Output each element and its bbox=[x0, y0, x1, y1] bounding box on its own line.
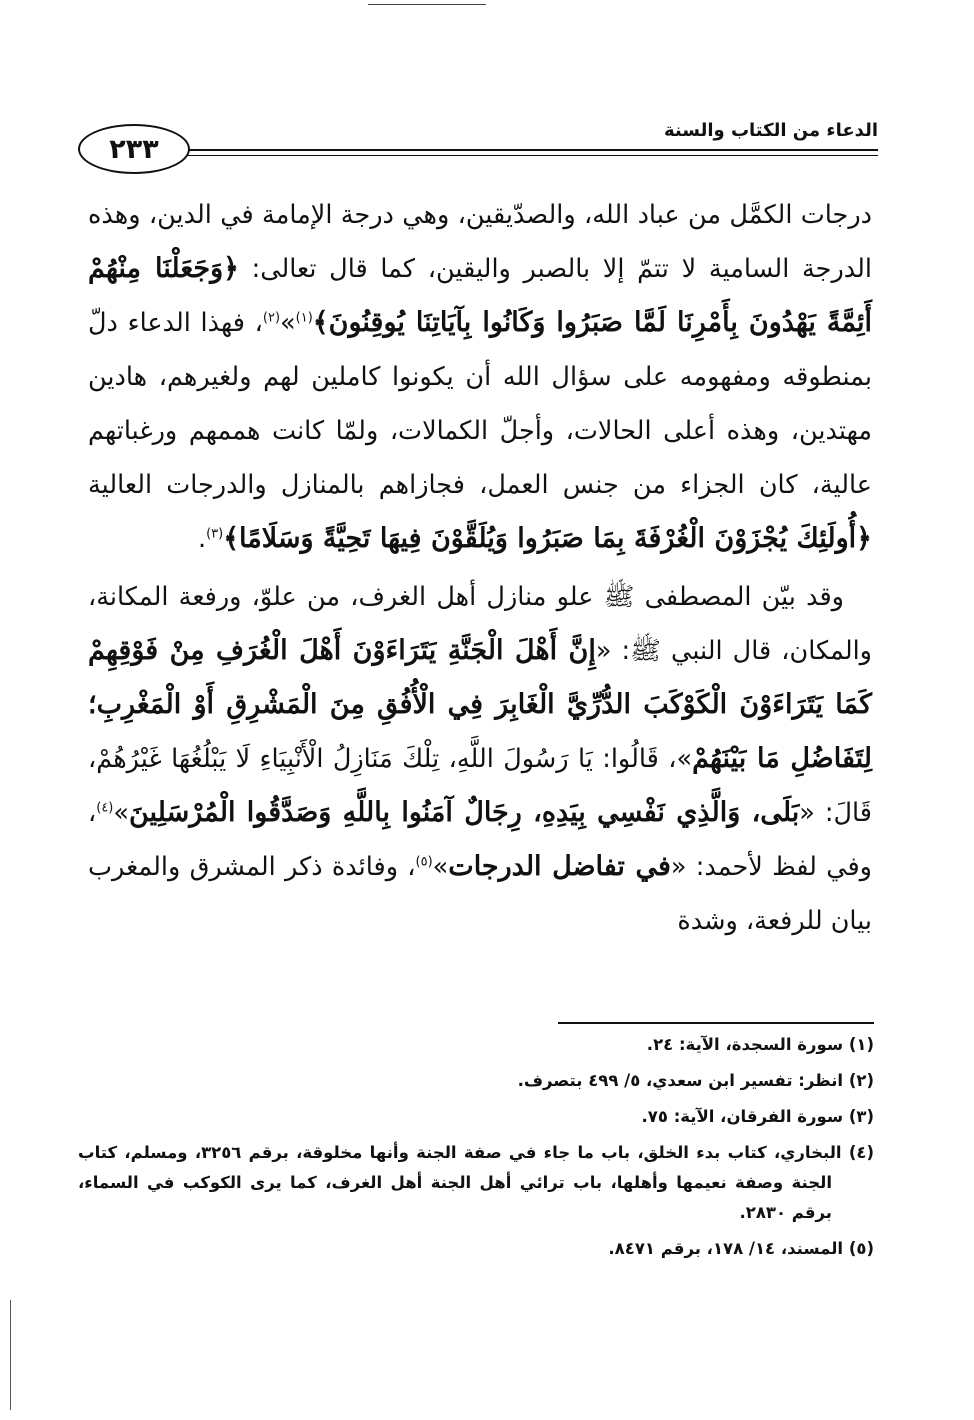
footnotes bbox=[78, 1030, 874, 1270]
footnote-1: (١) سورة السجدة، الآية: ٢٤. bbox=[646, 1035, 874, 1054]
scan-edge-mark bbox=[10, 1300, 11, 1410]
text-run: »، قَالُوا: يَا رَسُولَ اللَّهِ، تِلْكَ مَنَازِلُ الْأَنْبِيَاءِ لَا يَبْلُغُهَا غَيْرُهُمْ، قَالَ: « bbox=[88, 744, 872, 828]
quran-verse: ﴿وَجَعَلْنَا مِنْهُمْ أَئِمَّةً يَهْدُونَ بِأَمْرِنَا لَمَّا صَبَرُوا وَكَانُوا بِآيَاتِنَا يُوقِنُونَ﴾ bbox=[88, 253, 872, 338]
text-run: درجات الكمَّل من عباد الله، والصدّيقين، وهي درجة الإمامة في الدين، وهذه الدرجة السامية لا تتمّ إلا بالصبر واليقين، كما قال تعالى: bbox=[88, 200, 872, 284]
text-run: وقد بيّن المصطفى ﷺ علو منازل أهل الغرف، من علوّ، ورفعة المكانة، والمكان، قال النبي ﷺ: « bbox=[88, 582, 872, 666]
paragraph-2 bbox=[88, 570, 872, 948]
main-text bbox=[88, 188, 872, 948]
footnote-separator bbox=[558, 1022, 874, 1024]
hadith-quote: في تفاضل الدرجات bbox=[448, 851, 671, 882]
footnote-2: (٢) انظر: تفسير ابن سعدي، ٥/ ٤٩٩ بتصرف. bbox=[517, 1071, 874, 1090]
footnote-3: (٣) سورة الفرقان، الآية: ٧٥. bbox=[641, 1107, 874, 1126]
top-edge-rule bbox=[368, 4, 486, 5]
page-number: ٢٣٣ bbox=[78, 124, 190, 174]
text-run: ، فهذا الدعاء دلّ بمنطوقه ومفهومه على سؤال الله أن يكونوا كاملين لهم ولغيرهم، هادين مهتدين، وهذه أعلى الحالات، وأجلّ الكمالات، ولمّا كانت هممهم ورغباتهم عالية، كان الجزاء من جنس العمل، فجازاهم بالمنازل والدرجات العالية bbox=[88, 308, 872, 500]
hadith-quote: بَلَى، وَالَّذِي نَفْسِي بِيَدِهِ، رِجَالٌ آمَنُوا بِاللَّهِ وَصَدَّقُوا الْمُرْسَلِينَ bbox=[128, 797, 800, 828]
quran-verse: ﴿أُولَئِكَ يُجْزَوْنَ الْغُرْفَةَ بِمَا صَبَرُوا وَيُلَقَّوْنَ فِيهَا تَحِيَّةً وَسَلَامًا﴾ bbox=[223, 523, 872, 554]
running-title: الدعاء من الكتاب والسنة bbox=[658, 120, 878, 141]
paragraph-1 bbox=[88, 188, 872, 566]
footnote-4: (٤) البخاري، كتاب بدء الخلق، باب ما جاء في صفة الجنة وأنها مخلوقة، برقم ٣٢٥٦، ومسلم، كتاب الجنة وصفة نعيمها وأهلها، باب ترائي أهل الجنة أهل الغرف، كما يرى الكوكب في السماء، برقم ٢٨٣٠. bbox=[78, 1143, 874, 1222]
quote-close-mark: » bbox=[280, 308, 296, 338]
quote-close-mark: » bbox=[113, 798, 129, 828]
footnote-ref-2: (٢) bbox=[262, 310, 281, 326]
hadith-quote: إِنَّ أَهْلَ الْجَنَّةِ يَتَرَاءَوْنَ أَهْلَ الْغُرَفِ مِنْ فَوْقِهِمْ كَمَا يَتَرَاءَوْنَ الْكَوْكَبَ الدُّرِّيَّ الْغَابِرَ فِي الْأُفُقِ مِنَ الْمَشْرِقِ أَوْ الْمَغْرِبِ؛ لِتَفَاضُلِ مَا بَيْنَهُمْ bbox=[88, 635, 872, 774]
footnote-ref-3: (٣) bbox=[206, 526, 224, 542]
footnote-ref-5: (٥) bbox=[415, 854, 433, 870]
footnote-ref-4: (٤) bbox=[96, 800, 114, 816]
footnote-5: (٥) المسند، ١٤/ ١٧٨، برقم ٨٤٧١. bbox=[608, 1239, 874, 1258]
footnote-ref-1: (١) bbox=[295, 310, 313, 326]
text-run: ، وفائدة ذكر المشرق والمغرب بيان للرفعة، وشدة bbox=[88, 852, 872, 936]
page-header bbox=[78, 120, 878, 180]
header-rule-thick bbox=[182, 149, 878, 151]
text-run: ، وفي لفظ لأحمد: « bbox=[88, 798, 872, 882]
header-rule-thin bbox=[182, 155, 878, 156]
quote-close-mark: » bbox=[432, 852, 449, 882]
text-run: . bbox=[197, 524, 207, 554]
